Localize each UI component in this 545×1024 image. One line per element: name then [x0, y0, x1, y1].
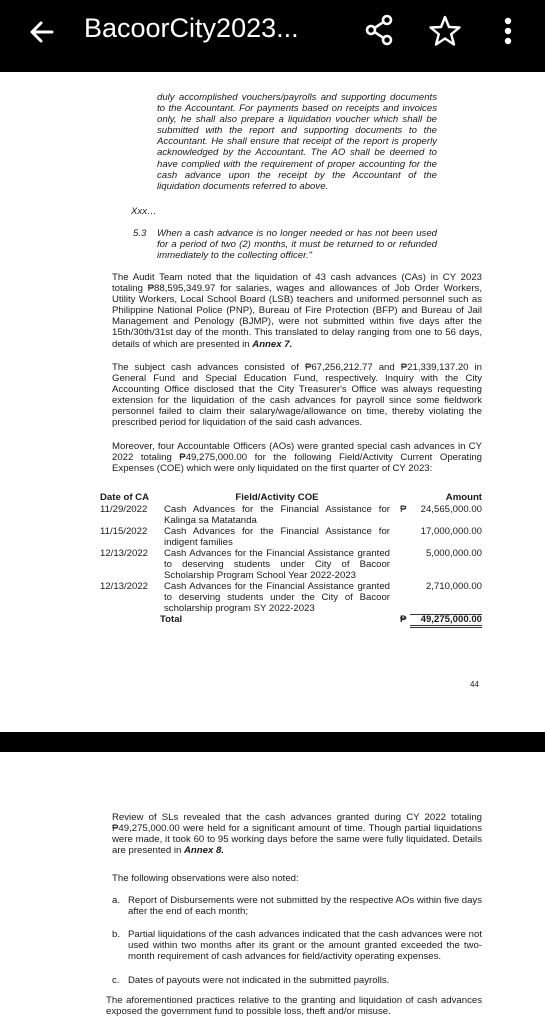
- cell-activity: Cash Advances for the Financial Assistance for indigent families: [164, 526, 390, 549]
- share-icon[interactable]: [362, 12, 396, 48]
- cell-amount: 17,000,000.00: [420, 526, 482, 537]
- cell-date: 12/13/2022: [100, 581, 149, 592]
- cell-date: 11/15/2022: [100, 526, 148, 537]
- paragraph: [112, 812, 482, 856]
- cell-date: 12/13/2022: [100, 548, 149, 559]
- cell-date: 11/29/2022: [100, 504, 148, 515]
- paragraph-text: The Audit Team noted that the liquidation of 43 cash advances (CAs) in CY 2023 totaling ₱88,595,349.97 for salaries, wages and allowances of Job Order Workers, Utility Workers, Local School Board (LSB) teachers and uniformed personnel such as Philippine National Police (PNP), Bureau of Fire Protection (BFP) and Bureau of Jail Management and Penology (BJMP), were not submitted within five days after the 15th/30th/31st day of the month. This translated to delay ranging from one to 56 days, details of which are presented in: [112, 272, 482, 350]
- document-page: [0, 72, 545, 732]
- cell-activity: Cash Advances for the Financial Assistance for Kalinga sa Matatanda: [164, 504, 390, 527]
- paragraph: Moreover, four Accountable Officers (AOs) were granted special cash advances in CY 2022 totaling ₱49,275,000.00 for the following Field/Activity Current Operating Expenses (COE) which were only liquidated on the first quarter of CY 2023:: [112, 441, 482, 475]
- list-label: c.: [112, 975, 120, 986]
- paragraph: The aforementioned practices relative to the granting and liquidation of cash advances exposed the government fund to possible loss, theft and/or misuse.: [106, 995, 482, 1018]
- quoted-provision: When a cash advance is no longer needed or has not been used for a period of two (2) months, it must be returned to or refunded immediately to the collecting officer.": [157, 228, 437, 262]
- total-amount: 49,275,000.00: [410, 614, 482, 628]
- app-bar: [0, 0, 545, 72]
- document-page: [0, 752, 545, 1024]
- table-total-row: [100, 614, 485, 628]
- cash-advance-table: [100, 492, 485, 628]
- more-vert-icon[interactable]: [498, 14, 518, 48]
- total-label: Total: [160, 614, 183, 625]
- paragraph: The following observations were also noted:: [112, 873, 299, 884]
- cell-activity: Cash Advances for the Financial Assistance granted to deserving students under the City of Bacoor scholarship program SY 2022-2023: [164, 581, 390, 615]
- cell-peso: ₱: [400, 504, 407, 515]
- header-activity: Field/Activity COE: [235, 492, 319, 503]
- table-row: [100, 548, 485, 581]
- list-label: b.: [112, 929, 121, 940]
- back-arrow-icon[interactable]: [24, 14, 60, 50]
- total-peso: ₱: [400, 614, 407, 625]
- table-row: [100, 526, 485, 548]
- cell-amount: 24,565,000.00: [420, 504, 482, 515]
- table-row: [100, 504, 485, 526]
- star-icon[interactable]: [428, 14, 462, 48]
- annex-reference: Annex 8.: [184, 845, 224, 857]
- cell-activity: Cash Advances for the Financial Assistance granted to deserving students under City of Bacoor Scholarship Program School Year 2022-2023: [164, 548, 390, 582]
- provision-number: 5.3: [133, 228, 147, 239]
- page-number: 44: [470, 680, 479, 689]
- cell-amount: 2,710,000.00: [425, 581, 482, 592]
- list-item: Dates of payouts were not indicated in the submitted payrolls.: [128, 975, 390, 986]
- paragraph: [112, 272, 482, 350]
- cell-amount: 5,000,000.00: [425, 548, 482, 559]
- table-row: [100, 581, 485, 614]
- list-item: Partial liquidations of the cash advances indicated that the cash advances were not used within two months after its grant or the amount granted exceeded the two-month requirement of cash advances for field/activity operating expenses.: [128, 929, 482, 963]
- ellipsis-marker: Xxx…: [131, 206, 157, 217]
- paragraph: The subject cash advances consisted of ₱67,256,212.77 and ₱21,339,137.20 in General Fund and Special Education Fund, respectively. Inquiry with the City Accounting Office disclosed that the City Treasurer's Office was always requesting extension for the liquidation of the cash advances for payroll since some fieldwork personnel failed to claim their salary/wage/allowance on time, thereby violating the prescribed period for liquidation of the said cash advances.: [112, 362, 482, 429]
- list-label: a.: [112, 895, 121, 906]
- list-item: Report of Disbursements were not submitted by the respective AOs within five days after the end of each month;: [128, 895, 482, 918]
- document-title: BacoorCity2023...: [84, 13, 299, 43]
- page-gap: [0, 732, 545, 752]
- paragraph-text: Review of SLs revealed that the cash advances granted during CY 2022 totaling ₱49,275,000.00 were held for a significant amount of time. Though partial liquidations were made, it took 60 to 95 working days before the same were fully liquidated. Details are presented in: [112, 812, 482, 857]
- header-date: Date of CA: [100, 492, 150, 503]
- header-amount: Amount: [445, 492, 482, 503]
- quoted-provision: duly accomplished vouchers/payrolls and supporting documents to the Accountant. For payments based on receipts and invoices only, he shall also prepare a liquidation voucher which shall be submitted with the report and supporting documents to the Accountant. He shall ensure that receipt of the report is properly acknowledged by the Accountant. The AO shall be deemed to have complied with the requirement of proper accounting for the cash advance upon the receipt by the Accountant of the liquidation documents referred to above.: [157, 92, 437, 192]
- annex-reference: Annex 7.: [252, 338, 293, 350]
- table-header: [100, 492, 485, 504]
